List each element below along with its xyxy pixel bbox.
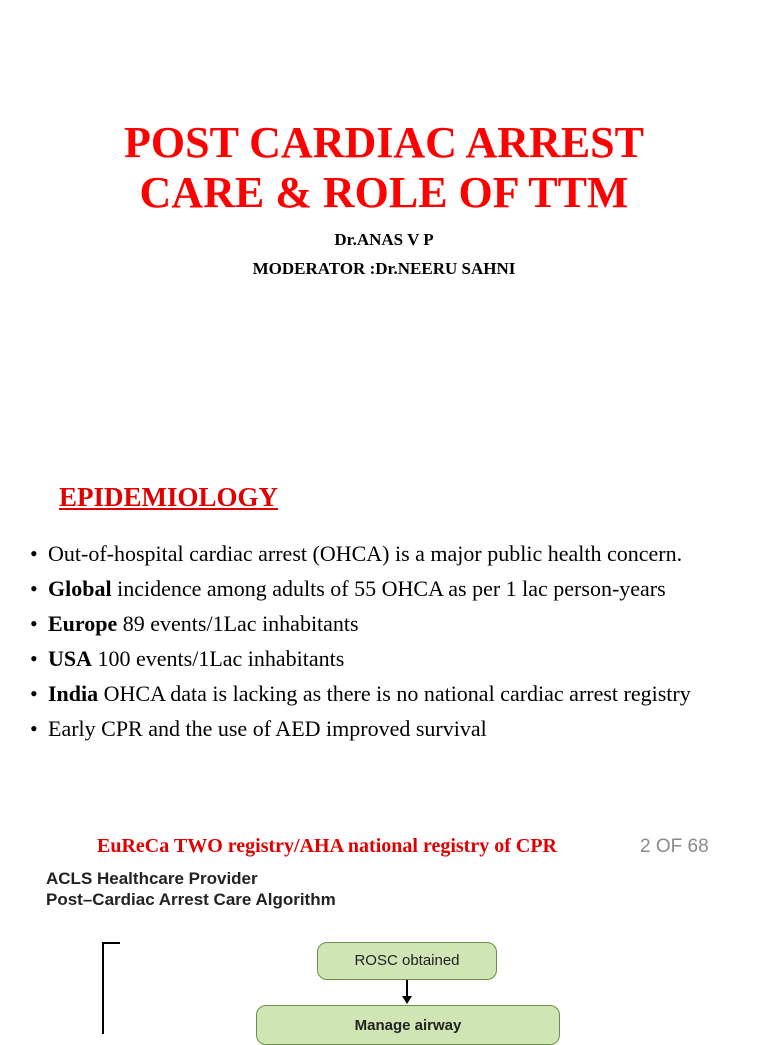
algorithm-slide bbox=[0, 864, 768, 1034]
bullet-item bbox=[30, 680, 730, 708]
reference-text: EuReCa TWO registry/AHA national registry of CPR bbox=[97, 835, 557, 857]
epidemiology-slide bbox=[0, 440, 768, 864]
flow-bracket bbox=[102, 942, 120, 1034]
bullet-item bbox=[30, 540, 730, 568]
bullet-icon: • bbox=[30, 716, 38, 741]
bullet-text: 89 events/1Lac inhabitants bbox=[117, 611, 359, 636]
arrow-down-icon bbox=[402, 996, 412, 1004]
bullet-bold-text: Europe bbox=[48, 611, 118, 636]
bullet-text: OHCA data is lacking as there is no national cardiac arrest registry bbox=[98, 681, 691, 706]
bullet-list bbox=[30, 540, 730, 750]
slide-title-line-2: CARE & ROLE OF TTM bbox=[139, 168, 629, 217]
bullet-text: 100 events/1Lac inhabitants bbox=[92, 646, 345, 671]
bullet-text: incidence among adults of 55 OHCA as per 1 lac person-years bbox=[111, 576, 666, 601]
section-heading: EPIDEMIOLOGY bbox=[59, 482, 279, 512]
bullet-icon: • bbox=[30, 646, 38, 671]
manage-airway-node: Manage airway bbox=[256, 1005, 560, 1045]
algorithm-title-line-2: Post–Cardiac Arrest Care Algorithm bbox=[46, 890, 336, 909]
rosc-node: ROSC obtained bbox=[317, 942, 497, 980]
moderator-name: MODERATOR :Dr.NEERU SAHNI bbox=[252, 259, 516, 278]
author-name: Dr.ANAS V P bbox=[334, 230, 434, 249]
bullet-item bbox=[30, 715, 730, 743]
bullet-item bbox=[30, 610, 730, 638]
bullet-text: Early CPR and the use of AED improved survival bbox=[48, 716, 487, 741]
bullet-icon: • bbox=[30, 541, 38, 566]
bullet-icon: • bbox=[30, 611, 38, 636]
bullet-bold-text: India bbox=[48, 681, 99, 706]
title-slide bbox=[0, 0, 768, 440]
page-indicator: 2 OF 68 bbox=[640, 836, 709, 857]
bullet-icon: • bbox=[30, 681, 38, 706]
bullet-item bbox=[30, 575, 730, 603]
bullet-item bbox=[30, 645, 730, 673]
slide-title-line-1: POST CARDIAC ARREST bbox=[124, 118, 644, 167]
bullet-bold-text: USA bbox=[48, 646, 93, 671]
bullet-icon: • bbox=[30, 576, 38, 601]
algorithm-title-line-1: ACLS Healthcare Provider bbox=[46, 869, 258, 888]
slide-title bbox=[0, 118, 768, 218]
bullet-text: Out-of-hospital cardiac arrest (OHCA) is a major public health concern. bbox=[48, 541, 683, 566]
algorithm-title bbox=[46, 868, 336, 910]
bullet-bold-text: Global bbox=[48, 576, 112, 601]
